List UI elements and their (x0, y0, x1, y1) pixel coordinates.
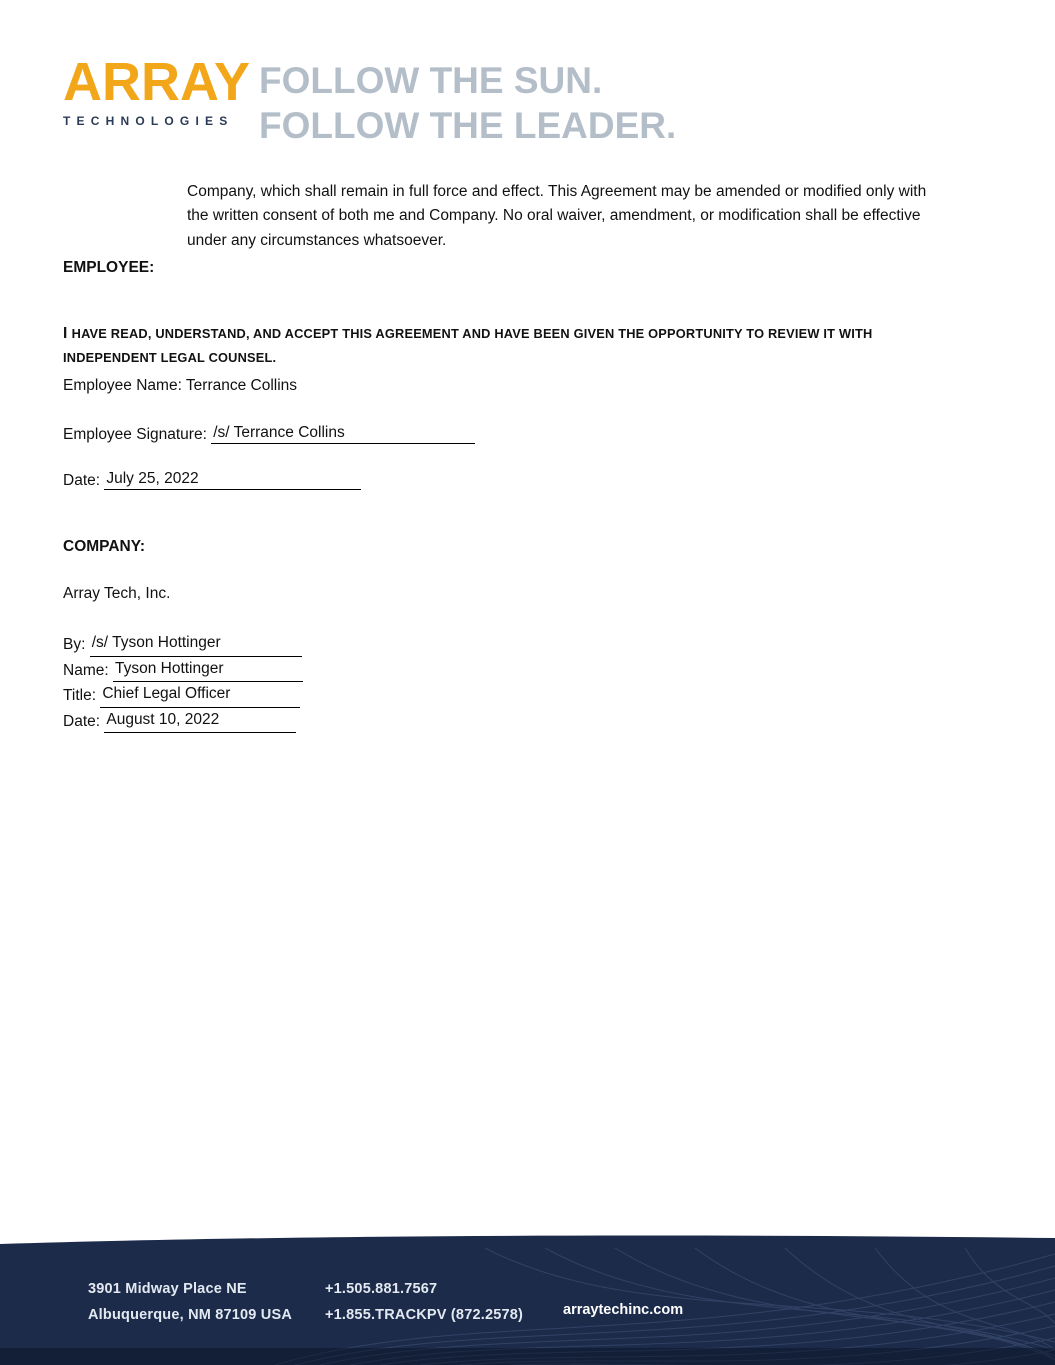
tagline-line2: FOLLOW THE LEADER. (259, 105, 677, 146)
tagline (259, 58, 676, 148)
logo-brand-text: ARRAY (63, 52, 251, 112)
company-by-value: /s/ Tyson Hottinger (90, 631, 302, 657)
employee-signature-field (63, 424, 475, 444)
company-title-label: Title: (63, 687, 101, 704)
footer-phone-line2: +1.855.TRACKPV (872.2578) (325, 1307, 524, 1323)
company-date-field (63, 708, 303, 734)
tagline-line1: FOLLOW THE SUN. (259, 60, 603, 101)
footer-website: arraytechinc.com (563, 1302, 684, 1318)
company-date-value: August 10, 2022 (104, 708, 296, 734)
company-title-value: Chief Legal Officer (100, 682, 300, 708)
company-heading: COMPANY: (63, 538, 146, 555)
footer-address-line2: Albuquerque, NM 87109 USA (88, 1307, 293, 1323)
company-date-label: Date: (63, 712, 105, 730)
acknowledgement-text: HAVE READ, UNDERSTAND, AND ACCEPT THIS AGREEMENT AND HAVE BEEN GIVEN THE OPPORTUNITY TO REVIEW IT WITH INDEPENDENT LEGAL COUNSEL. (63, 326, 873, 365)
employee-heading: EMPLOYEE: (63, 259, 155, 276)
employee-name-label: Employee Name: (63, 377, 186, 394)
company-title-field (63, 682, 303, 708)
company-name-label: Name: (63, 661, 113, 679)
footer (0, 1248, 1055, 1365)
footer-address-line1: 3901 Midway Place NE (88, 1281, 247, 1297)
employee-date-field (63, 470, 361, 490)
acknowledgement-lead: I (63, 325, 72, 342)
intro-paragraph: Company, which shall remain in full force and effect. This Agreement may be amended or modified only with the written consent of both me and Company. No oral waiver, amendment, or modification shall be effective under any circumstances whatsoever. (187, 182, 927, 249)
array-technologies-logo (63, 52, 251, 128)
company-signature-block (63, 631, 303, 733)
employee-name-value: Terrance Collins (185, 377, 298, 394)
logo-sub-text: TECHNOLOGIES (63, 114, 234, 128)
footer-curve (0, 1233, 1055, 1249)
employee-date-value: July 25, 2022 (104, 470, 361, 490)
company-name-field (63, 657, 303, 683)
footer-address (88, 1276, 292, 1328)
footer-phone-line1: +1.505.881.7567 (325, 1281, 438, 1297)
footer-bottom-strip (0, 1348, 1055, 1365)
acknowledgement-paragraph (63, 322, 965, 370)
company-by-field (63, 631, 303, 657)
company-name: Array Tech, Inc. (63, 585, 171, 602)
employee-signature-value: /s/ Terrance Collins (211, 424, 475, 444)
company-name-value: Tyson Hottinger (113, 657, 303, 683)
employee-signature-label: Employee Signature: (63, 426, 212, 443)
company-by-label: By: (63, 636, 90, 653)
employee-date-label: Date: (63, 472, 105, 489)
employee-name-field (63, 377, 297, 395)
footer-phone (325, 1276, 523, 1328)
